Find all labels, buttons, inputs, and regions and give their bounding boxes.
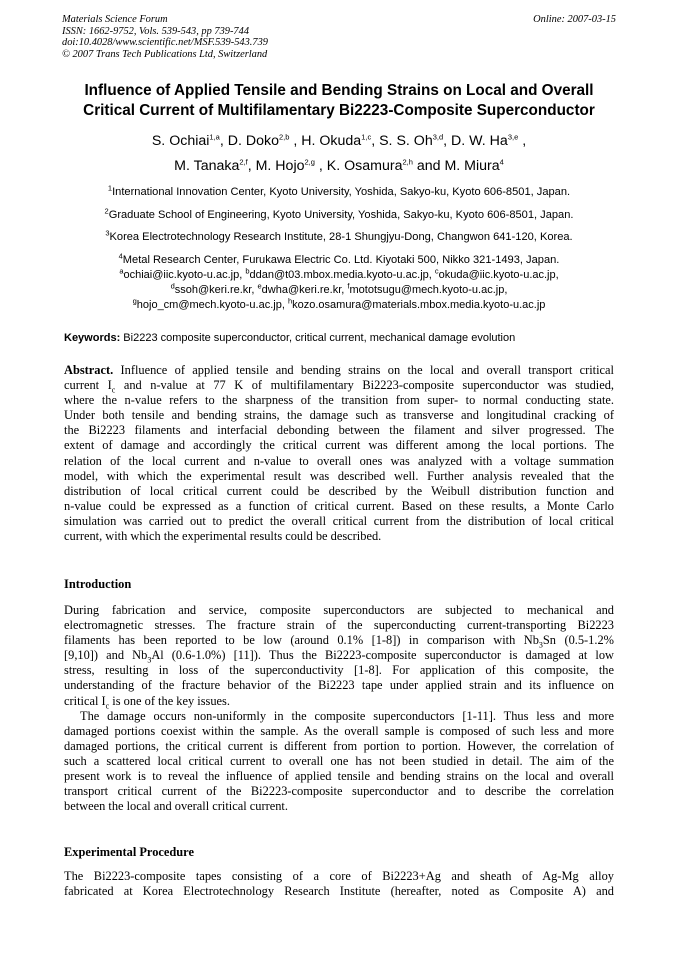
text-run: critical I	[64, 693, 106, 708]
affiliation-text: Graduate School of Engineering, Kyoto University, Yoshida, Sakyo-ku, Kyoto 606-8501, Japan.	[108, 208, 574, 221]
email-list	[30, 268, 648, 313]
paragraph-line: present work is to reveal the influence of applied tensile and bending strains on the local and overall	[64, 769, 614, 784]
paragraph-line: understanding of the fracture behavior of the Bi2223 tape under applied strain and its influence on	[64, 678, 614, 693]
author-sep: ,	[443, 133, 452, 149]
author-sep: ,	[219, 133, 228, 149]
email-mark: a	[119, 266, 124, 276]
email-address: ochiai@iic.kyoto-u.ac.jp,	[123, 269, 246, 281]
email-address: okuda@iic.kyoto-u.ac.jp,	[438, 269, 559, 281]
paragraph-line: electromagnetic stresses. The fracture strain of the superconducting current-transporting Bi2223	[64, 618, 614, 633]
email-address: ssoh@keri.re.kr,	[174, 284, 258, 296]
text-run: Sn (0.5-1.2%	[542, 633, 614, 648]
text-run: filaments has been reported to be low (around 0.1% [1-8]) in comparison with Nb	[64, 633, 539, 648]
abstract-line	[64, 363, 614, 378]
text-run: is one of the key issues.	[109, 693, 230, 708]
author-affil: 3,e	[507, 132, 519, 142]
online-date: Online: 2007-03-15	[533, 14, 616, 25]
abstract-line: where the n-value refers to the sharpness of the transition from super- to normal conducting state.	[64, 393, 614, 408]
abstract-line: the Bi2223 filaments and interfacial debonding between the filament and silver progressed. The	[64, 423, 614, 438]
author-list	[30, 129, 648, 179]
email-mark: d	[170, 281, 175, 291]
author-name: K. Osamura	[326, 158, 403, 174]
affiliation-number: 2	[104, 205, 109, 215]
introduction-body	[64, 603, 614, 814]
paragraph-line: between the local and overall critical current.	[64, 799, 288, 814]
introduction-heading: Introduction	[64, 577, 132, 591]
paragraph-line: The Bi2223-composite tapes consisting of a core of Bi2223+Ag and sheath of Ag-Mg alloy	[64, 869, 614, 883]
paragraph-line	[64, 633, 614, 648]
abstract-line: model, with which the experimental result was described well. Further analysis revealed that the	[64, 468, 614, 483]
author-affil: 2,h	[402, 157, 413, 167]
author-affil: 2,f	[239, 157, 248, 167]
text-run: [9,10]) and Nb	[64, 648, 148, 663]
title-line-2: Critical Current of Multifilamentary Bi2223-Composite Superconductor	[83, 102, 595, 119]
abstract-line: distribution of local critical current could be described by the Weibull distribution function and	[64, 483, 614, 498]
title-line-1: Influence of Applied Tensile and Bending Strains on Local and Overall	[84, 82, 594, 99]
paragraph-line: damaged portions coexist within the sample. As the overall sample is composed of such less and more	[64, 723, 614, 738]
subscript: 3	[147, 655, 152, 665]
journal-header	[62, 14, 616, 60]
email-mark: b	[245, 266, 250, 276]
author-name: M. Tanaka	[174, 158, 240, 174]
text-run: and n-value at 77 K of multifilamentary Bi2223-composite superconductor was studied,	[115, 378, 614, 393]
keywords-text: Bi2223 composite superconductor, critical current, mechanical damage evolution	[120, 332, 516, 344]
author-affil: 4	[499, 157, 504, 167]
affiliation-number: 3	[105, 228, 110, 238]
paragraph-line: stress, resulting in loss of the superconductivity [1-8]. For application of this composite, the	[64, 663, 614, 678]
author-line-1	[30, 129, 648, 154]
abstract	[64, 363, 614, 544]
abstract-line: current, with which the experimental results could be described.	[64, 529, 382, 544]
subscript: c	[111, 385, 116, 395]
journal-name: Materials Science Forum	[62, 14, 168, 25]
affiliation-text: Metal Research Center, Furukawa Electric Co. Ltd. Kiyotaki 500, Nikko 321-1493, Japan.	[122, 253, 560, 266]
author-sep: and	[412, 158, 445, 174]
abstract-label: Abstract.	[64, 363, 114, 377]
paragraph-line: such a scattered local critical current to overall one has not been studied in detail. The aim of the	[64, 753, 614, 768]
author-name: S. S. Oh	[379, 133, 433, 149]
text-run: current I	[64, 378, 112, 393]
email-mark: f	[347, 281, 350, 291]
text-run: Al (0.6-1.0%) [11]). Thus the Bi2223-composite superconductor is damaged at low	[151, 648, 614, 663]
email-mark: g	[132, 296, 137, 306]
subscript: c	[105, 701, 110, 711]
author-affil: 1,c	[361, 132, 372, 142]
text-run: Influence of applied tensile and bending strains on the local and overall transport critical	[113, 363, 614, 377]
author-name: D. W. Ha	[451, 133, 508, 149]
affiliation	[30, 204, 648, 227]
journal-doi: doi:10.4028/www.scientific.net/MSF.539-543.739	[62, 37, 268, 49]
affiliation-list	[30, 181, 648, 271]
paragraph-line	[64, 694, 614, 709]
abstract-line: n-value could be expressed as a function of critical current. Based on these results, a Monte Carlo	[64, 498, 614, 513]
author-line-2	[30, 154, 648, 179]
journal-info	[62, 14, 482, 60]
keywords	[64, 331, 628, 345]
paper-title	[40, 81, 638, 121]
email-address: mototsugu@mech.kyoto-u.ac.jp,	[349, 284, 508, 296]
affiliation	[30, 226, 648, 249]
author-name: M. Hojo	[255, 158, 305, 174]
email-address: hojo_cm@mech.kyoto-u.ac.jp,	[136, 299, 288, 311]
email-mark: e	[257, 281, 262, 291]
experimental-body	[64, 869, 614, 899]
paragraph-line: fabricated at Korea Electrotechnology Research Institute (hereafter, noted as Composite A) and	[64, 884, 614, 899]
affiliation-text: Korea Electrotechnology Research Institute, 28-1 Shungjyu-Dong, Changwon 641-120, Korea.	[109, 231, 573, 243]
author-sep: ,	[314, 158, 327, 174]
author-sep: ,	[371, 133, 380, 149]
paragraph-line	[64, 648, 614, 663]
email-line	[30, 283, 648, 298]
paragraph-line: damaged portions, the critical current is different from portion to portion. However, the correlation of	[64, 738, 614, 753]
email-address: kozo.osamura@materials.mbox.media.kyoto-u.ac.jp	[292, 299, 546, 311]
paragraph-line: During fabrication and service, composite superconductors are subjected to mechanical and	[64, 603, 614, 617]
keywords-label: Keywords:	[64, 332, 121, 344]
email-mark: c	[434, 266, 439, 276]
email-line	[30, 298, 648, 313]
email-line	[30, 268, 648, 283]
email-address: dwha@keri.re.kr,	[261, 284, 348, 296]
journal-copyright: © 2007 Trans Tech Publications Ltd, Switzerland	[62, 48, 268, 60]
author-sep: ,	[518, 133, 527, 149]
email-mark: h	[287, 296, 293, 306]
abstract-line: extent of damage and accordingly the critical current was different among the local portions. The	[64, 438, 614, 453]
abstract-line: simulation was carried out to predict the overall critical current from the distribution of local critical	[64, 513, 614, 528]
affiliation	[30, 181, 648, 204]
affiliation-text: International Innovation Center, Kyoto University, Yoshida, Sakyo-ku, Kyoto 606-8501, Japan.	[112, 186, 571, 198]
experimental-heading: Experimental Procedure	[64, 845, 194, 859]
affiliation-number: 4	[118, 250, 123, 260]
abstract-line: Under both tensile and bending strains, the damage such as transverse and longitudinal cracking of	[64, 408, 614, 423]
author-name: M. Miura	[444, 158, 500, 174]
journal-issn: ISSN: 1662-9752, Vols. 539-543, pp 739-744	[62, 25, 250, 37]
author-name: S. Ochiai	[151, 133, 210, 149]
author-sep: ,	[247, 158, 256, 174]
author-affil: 1,a	[209, 132, 220, 142]
affiliation-number: 1	[107, 183, 113, 193]
paragraph-line: transport critical current of the Bi2223-composite superconductor and to describe the correlation	[64, 784, 614, 799]
author-name: D. Doko	[227, 133, 279, 149]
author-affil: 3,d	[432, 132, 444, 142]
author-sep: ,	[289, 133, 302, 149]
subscript: 3	[538, 640, 543, 650]
author-affil: 2,g	[304, 157, 315, 167]
author-affil: 2,b	[278, 132, 290, 142]
email-address: ddan@t03.mbox.media.kyoto-u.ac.jp,	[249, 269, 435, 281]
author-name: H. Okuda	[301, 133, 362, 149]
paragraph-line: The damage occurs non-uniformly in the composite superconductors [1-11]. Thus less and more	[80, 708, 614, 723]
abstract-line: relation of the local current and n-value to overall ones was analyzed with a voltage summation	[64, 453, 614, 468]
abstract-line	[64, 378, 614, 393]
